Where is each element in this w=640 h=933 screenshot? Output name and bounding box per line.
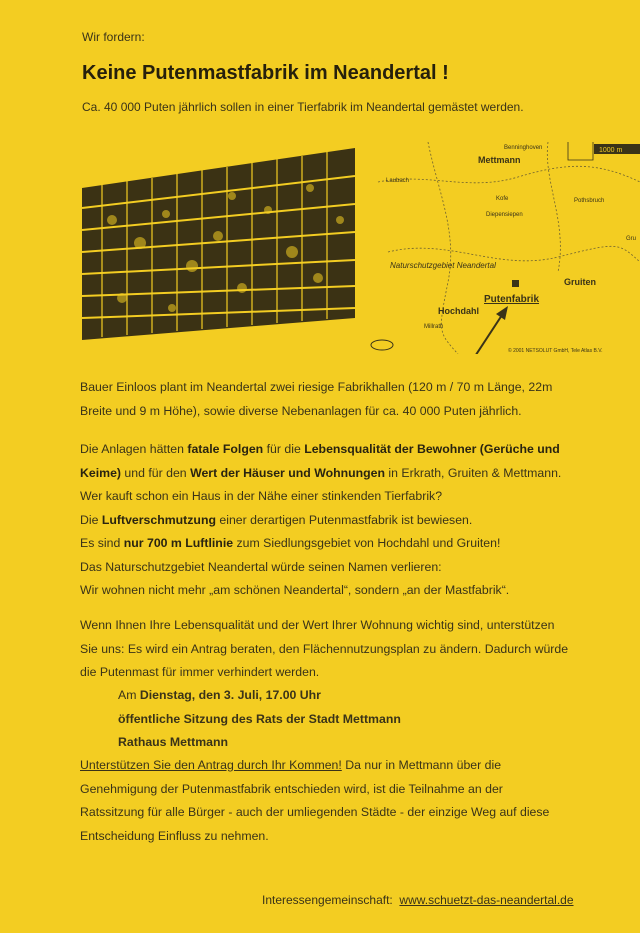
map-label-kofe: Kofe	[496, 196, 509, 202]
footer	[262, 893, 574, 907]
barn-photo	[82, 148, 355, 340]
paragraph-consequences: Die Anlagen hätten fatale Folgen für die Lebensqualität der Bewohner (Gerüche und Keime) und für den Wert der Häuser und Wohnungen in Erkrath, Gruiten & Mettmann. Wer kauft schon ein Haus in der Nähe einer stinkenden Tierfabrik? Die Luftverschmutzung einer derartigen Putenmastfabrik ist bewiesen. Es sind nur 700 m Luftlinie zum Siedlungsgebiet von Hochdahl und Gruiten! Das Naturschutzgebiet Neandertal würde seinen Namen verlieren: Wir wohnen nicht mehr „am schönen Neandertal“, sondern „an der Mastfabrik“.	[80, 442, 562, 597]
location-map	[368, 142, 640, 354]
map-label-putenfabrik: Putenfabrik	[484, 294, 540, 305]
paragraph-plan: Bauer Einloos plant im Neandertal zwei riesige Fabrikhallen (120 m / 70 m Länge, 22m Breite und 9 m Höhe), sowie diverse Nebenanlagen für ca. 40 000 Puten jährlich.	[80, 380, 553, 418]
event-date: Dienstag, den 3. Juli, 17.00 Uhr	[139, 688, 321, 702]
map-scale-label: 1000 m	[599, 147, 623, 154]
event-place: Rathaus Mettmann	[118, 735, 228, 749]
map-label-pothsbruch: Pothsbruch	[574, 198, 605, 204]
footer-label: Interessengemeinschaft:	[262, 893, 393, 907]
map-label-diepensiepen: Diepensiepen	[486, 212, 523, 218]
footer-website-link[interactable]: www.schuetzt-das-neandertal.de	[399, 893, 574, 907]
lead-text: Ca. 40 000 Puten jährlich sollen in einer Tierfabrik im Neandertal gemästet werden.	[82, 100, 524, 114]
event-session: öffentliche Sitzung des Rats der Stadt Mettmann	[118, 711, 401, 726]
map-label-benninghoven: Benninghoven	[504, 145, 543, 151]
event-details: Am Dienstag, den 3. Juli, 17.00 Uhr öffentliche Sitzung des Rats der Stadt Mettmann Rathaus Mettmann	[118, 688, 401, 749]
map-label-laubach: Laubach	[386, 178, 410, 184]
map-arrow	[466, 312, 504, 354]
map-label-hochdahl: Hochdahl	[438, 306, 480, 316]
intro-text: Wir fordern:	[82, 30, 145, 44]
map-label-millrath: Millrath	[424, 324, 444, 330]
page-title: Keine Putenmastfabrik im Neandertal !	[82, 62, 449, 84]
map-label-gruiten: Gruiten	[564, 277, 597, 287]
map-label-nsg: Naturschutzgebiet Neandertal	[390, 261, 496, 270]
paragraph-call-to-action: Unterstützen Sie den Antrag durch Ihr Kommen! Da nur in Mettmann über die Genehmigung der Putenmastfabrik entschieden wird, ist die Teilnahme an der Ratssitzung für alle Bürger - auch der umliegenden Städte - der einzige Weg auf diese Entscheidung Einfluss zu nehmen.	[80, 758, 550, 843]
map-label-gru: Gru	[626, 236, 637, 242]
map-label-mettmann: Mettmann	[478, 155, 521, 165]
paragraph-appeal: Wenn Ihnen Ihre Lebensqualität und der Wert Ihrer Wohnung wichtig sind, unterstützen Sie uns: Es wird ein Antrag beraten, den Flächennutzungsplan zu ändern. Dadurch würde die Putenmast für immer verhindert werden.	[80, 618, 569, 679]
map-copyright: © 2001 NETSOLUT GmbH, Tele Atlas B.V.	[508, 348, 603, 354]
